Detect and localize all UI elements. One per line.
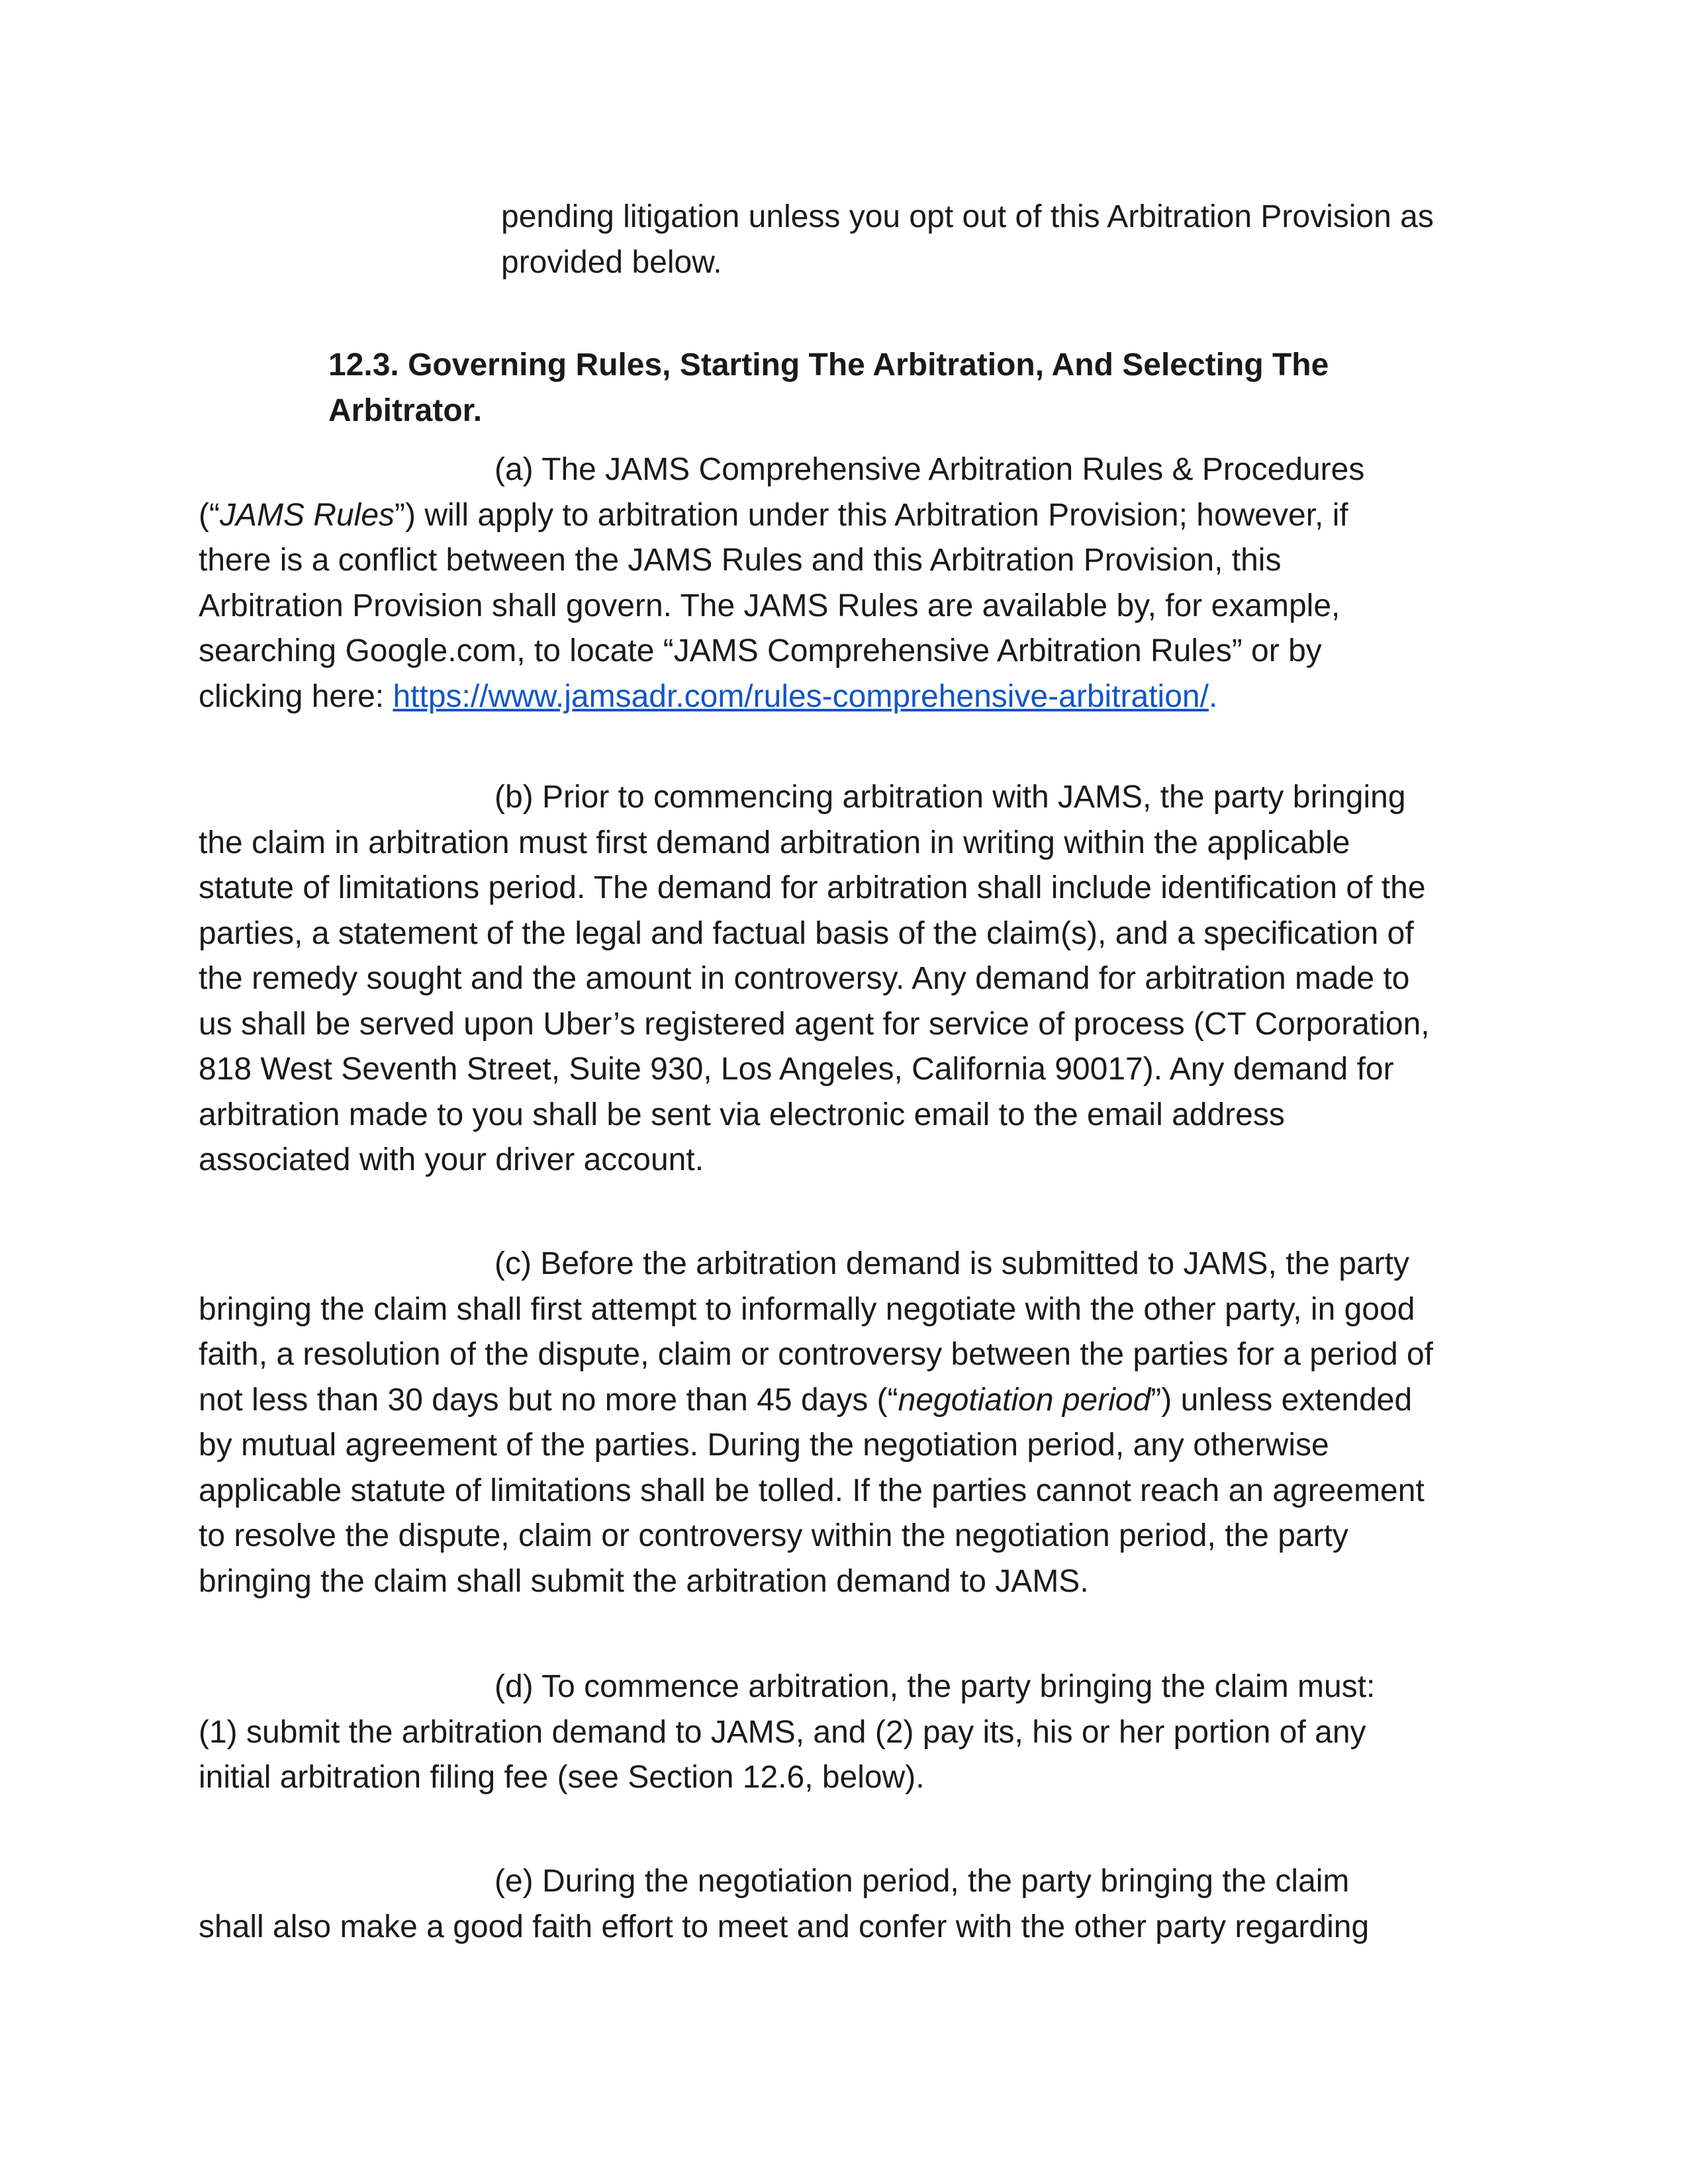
paragraph-text: ”) will apply to arbitration under this Arbitration Provision; however, if xyxy=(395,497,1348,533)
paragraph-line: shall also make a good faith effort to meet and confer with the other party regarding xyxy=(199,1909,1370,1944)
paragraph-line: to resolve the dispute, claim or controversy within the negotiation period, the party xyxy=(199,1518,1348,1553)
paragraph-line: associated with your driver account. xyxy=(199,1142,704,1177)
paragraph-line: Arbitration Provision shall govern. The JAMS Rules are available by, for example, xyxy=(199,588,1340,623)
paragraph-line: statute of limitations period. The demand for arbitration shall include identification of the xyxy=(199,870,1426,905)
paragraph-line: the claim in arbitration must first demand arbitration in writing within the applicable xyxy=(199,825,1350,860)
heading-line: Arbitrator. xyxy=(328,392,483,428)
paragraph-d xyxy=(199,1664,1496,1801)
paragraph-a xyxy=(199,447,1496,719)
paragraph-line: (1) submit the arbitration demand to JAMS, and (2) pay its, his or her portion of any xyxy=(199,1714,1366,1750)
paragraph-line: by mutual agreement of the parties. During the negotiation period, any otherwise xyxy=(199,1428,1329,1463)
intro-line: provided below. xyxy=(501,244,722,280)
paragraph-line: initial arbitration filing fee (see Section 12.6, below). xyxy=(199,1760,925,1795)
paragraph-text: ”) unless extended xyxy=(1150,1382,1413,1418)
intro-paragraph xyxy=(501,195,1494,285)
paragraph-line: us shall be served upon Uber’s registered agent for service of process (CT Corporation, xyxy=(199,1006,1430,1042)
paragraph-line: bringing the claim shall first attempt to informally negotiate with the other party, in good xyxy=(199,1291,1415,1327)
paragraph-line: searching Google.com, to locate “JAMS Comprehensive Arbitration Rules” or by xyxy=(199,633,1322,668)
paragraph-line: bringing the claim shall submit the arbitration demand to JAMS. xyxy=(199,1563,1089,1599)
paragraph-line: (b) Prior to commencing arbitration with JAMS, the party bringing xyxy=(494,780,1406,815)
defined-term: negotiation period xyxy=(898,1382,1151,1418)
paragraph-line: (c) Before the arbitration demand is submitted to JAMS, the party xyxy=(494,1246,1409,1281)
paragraph-line: (d) To commence arbitration, the party bringing the claim must: xyxy=(494,1669,1376,1704)
paragraph-b xyxy=(199,775,1496,1183)
paragraph-line: there is a conflict between the JAMS Rules and this Arbitration Provision, this xyxy=(199,543,1282,578)
jams-rules-link[interactable]: https://www.jamsadr.com/rules-comprehensive-arbitration/ xyxy=(393,678,1209,714)
paragraph-text: . xyxy=(1208,678,1218,714)
paragraph-line: parties, a statement of the legal and factual basis of the claim(s), and a specification of xyxy=(199,915,1414,951)
paragraph-line: applicable statute of limitations shall be tolled. If the parties cannot reach an agreement xyxy=(199,1473,1425,1508)
paragraph-line: the remedy sought and the amount in controversy. Any demand for arbitration made to xyxy=(199,961,1410,996)
section-heading xyxy=(328,343,1454,433)
paragraph-line: 818 West Seventh Street, Suite 930, Los Angeles, California 90017). Any demand for xyxy=(199,1052,1394,1087)
paragraph-text: clicking here: xyxy=(199,678,393,714)
paragraph-e xyxy=(199,1859,1496,1950)
paragraph-line: arbitration made to you shall be sent via electronic email to the email address xyxy=(199,1097,1285,1132)
defined-term: JAMS Rules xyxy=(219,497,395,533)
paragraph-line: faith, a resolution of the dispute, claim or controversy between the parties for a period of xyxy=(199,1337,1434,1372)
paragraph-line: (a) The JAMS Comprehensive Arbitration Rules & Procedures xyxy=(494,452,1365,487)
paragraph-c xyxy=(199,1242,1496,1604)
paragraph-line: (e) During the negotiation period, the party bringing the claim xyxy=(494,1864,1350,1899)
paragraph-text: not less than 30 days but no more than 45 days (“ xyxy=(199,1382,898,1418)
paragraph-text: (“ xyxy=(199,497,220,533)
heading-line: 12.3. Governing Rules, Starting The Arbitration, And Selecting The xyxy=(328,347,1329,383)
intro-line: pending litigation unless you opt out of this Arbitration Provision as xyxy=(501,199,1434,234)
